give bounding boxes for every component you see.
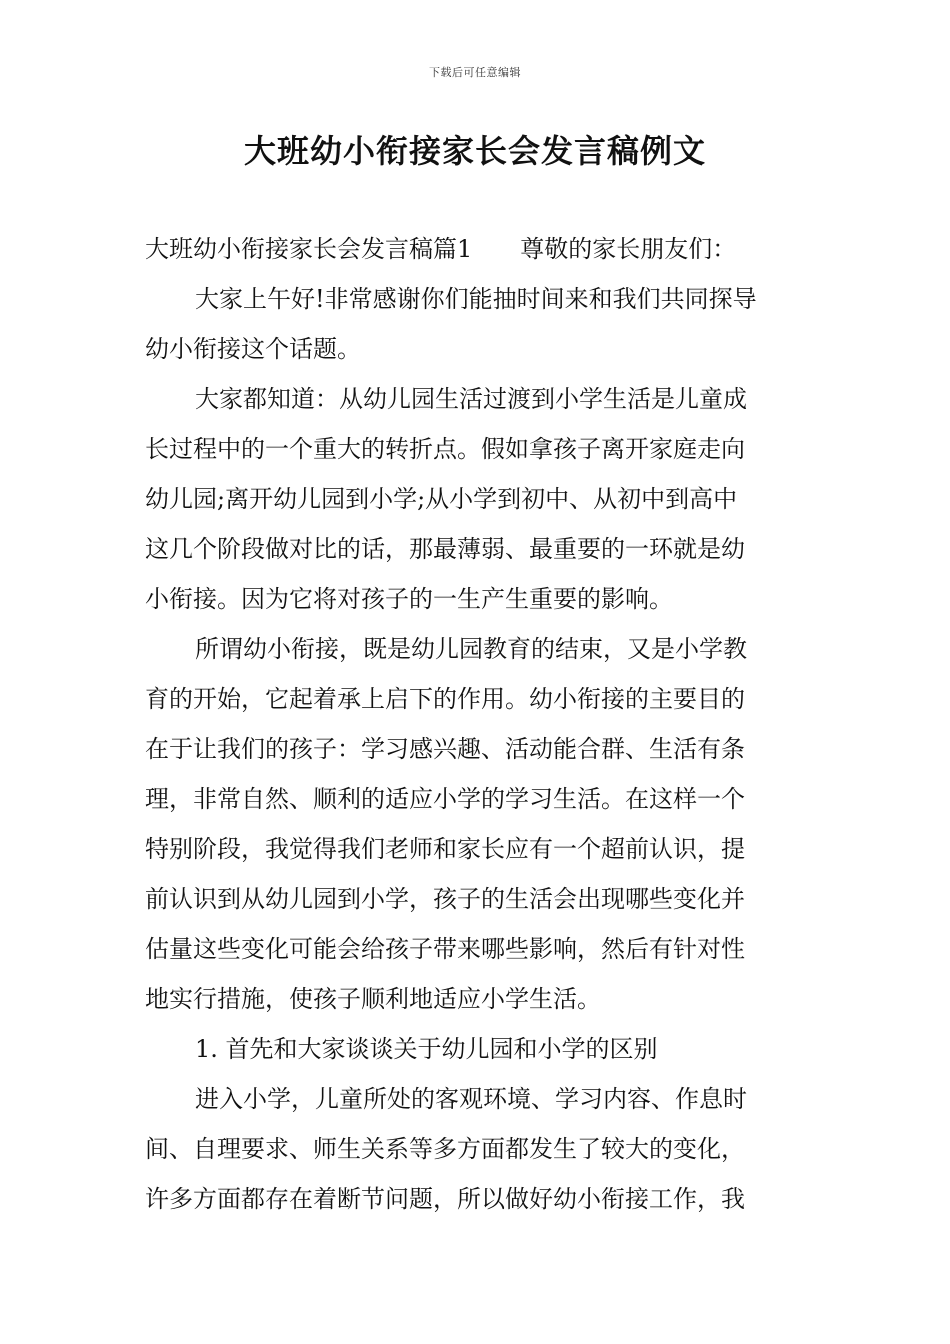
paragraph-line: 前认识到从幼儿园到小学，孩子的生活会出现哪些变化并 [145,885,745,913]
section-heading: 大班幼小衔接家长会发言稿篇1 [145,235,473,263]
paragraph-line: 大家上午好!非常感谢你们能抽时间来和我们共同探导 [195,285,757,313]
paragraph-line: 许多方面都存在着断节问题，所以做好幼小衔接工作，我 [145,1185,745,1213]
paragraph-line: 幼儿园;离开幼儿园到小学;从小学到初中、从初中到高中 [145,485,738,513]
paragraph-line: 估量这些变化可能会给孩子带来哪些影响，然后有针对性 [145,935,745,963]
paragraph-line: 长过程中的一个重大的转折点。假如拿孩子离开家庭走向 [145,435,745,463]
document-body [145,224,809,1224]
paragraph-line: 大家都知道：从幼儿园生活过渡到小学生活是儿童成 [195,385,747,413]
paragraph-line: 幼小衔接这个话题。 [145,335,361,363]
document-title: 大班幼小衔接家长会发言稿例文 [243,132,706,170]
header-note: 下载后可任意编辑 [429,66,521,79]
paragraph-line: 在于让我们的孩子：学习感兴趣、活动能合群、生活有条 [145,735,745,763]
paragraph-line: 特别阶段，我觉得我们老师和家长应有一个超前认识，提 [145,835,745,863]
paragraph-line: 间、自理要求、师生关系等多方面都发生了较大的变化， [145,1135,745,1163]
paragraph-line: 进入小学，儿童所处的客观环境、学习内容、作息时 [195,1085,747,1113]
paragraph-line: 育的开始，它起着承上启下的作用。幼小衔接的主要目的 [145,685,745,713]
paragraph-line: 小衔接。因为它将对孩子的一生产生重要的影响。 [145,585,673,613]
paragraph-line [145,224,809,274]
salutation: 尊敬的家长朋友们： [520,235,737,263]
paragraph-line: 这几个阶段做对比的话，那最薄弱、最重要的一环就是幼 [145,535,745,563]
paragraph-line: 所谓幼小衔接，既是幼儿园教育的结束，又是小学教 [195,635,747,663]
paragraph-line: 地实行措施，使孩子顺利地适应小学生活。 [145,985,601,1013]
paragraph-line: 理，非常自然、顺利的适应小学的学习生活。在这样一个 [145,785,745,813]
numbered-heading: 1. 首先和大家谈谈关于幼儿园和小学的区别 [195,1035,658,1063]
